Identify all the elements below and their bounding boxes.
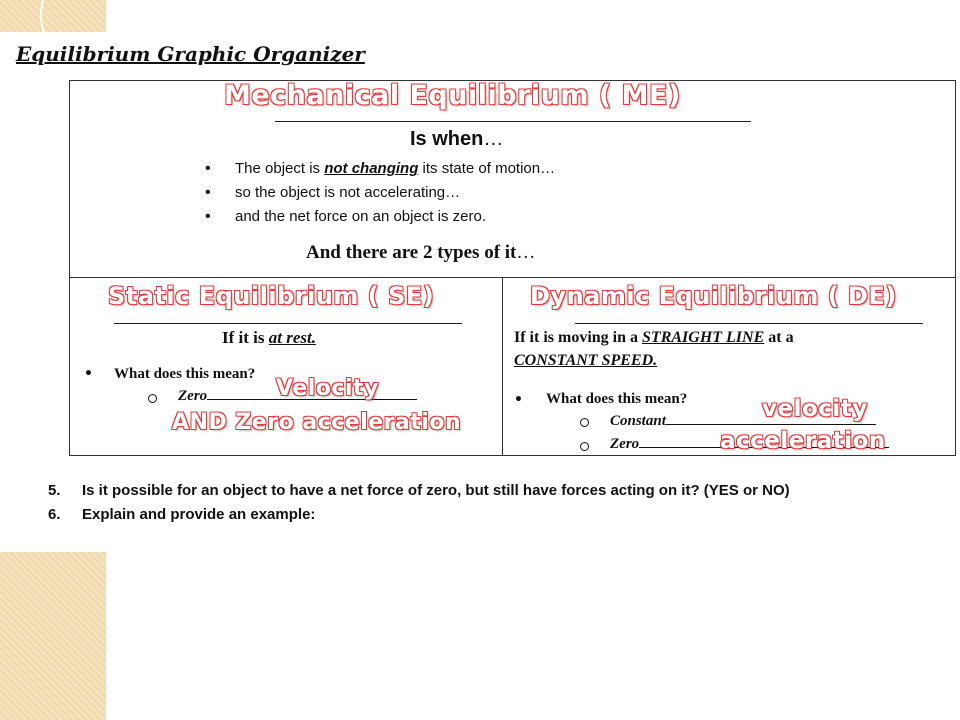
bullet-icon: • xyxy=(514,392,523,408)
question-text: Explain and provide an example: xyxy=(82,506,316,523)
list-item xyxy=(205,182,555,206)
se-heading: Static Equilibrium ( SE) xyxy=(108,282,435,310)
se-heading-rule xyxy=(114,323,462,324)
blank-line xyxy=(666,424,876,425)
de-definition-line2 xyxy=(514,352,657,370)
de-definition-line1 xyxy=(514,329,794,347)
question-5 xyxy=(48,482,790,506)
circle-bullet-icon xyxy=(580,442,589,451)
is-when-ellipsis: … xyxy=(483,128,504,150)
bullet-emphasis: not changing xyxy=(324,160,419,177)
question-text: Is it possible for an object to have a net force of zero, but still have forces acting on it? xyxy=(82,482,704,499)
de-text: at a xyxy=(764,329,794,346)
bullet-text: The object is xyxy=(235,160,325,177)
is-when-label xyxy=(410,128,503,151)
decorative-band-left xyxy=(0,552,106,720)
circle-bullet-icon xyxy=(580,418,589,427)
question-number: 6. xyxy=(48,506,61,523)
de-question: What does this mean? xyxy=(546,391,688,407)
de-constant-speed: CONSTANT SPEED. xyxy=(514,352,658,369)
bullet-icon: • xyxy=(84,366,93,382)
question-number: 5. xyxy=(48,482,61,499)
divider-horizontal xyxy=(70,277,955,278)
me-heading: Mechanical Equilibrium ( ME) xyxy=(224,80,681,111)
de-handwritten-acceleration: acceleration xyxy=(720,428,886,454)
se-zero-label: Zero xyxy=(178,388,208,404)
me-heading-rule xyxy=(275,121,751,122)
se-definition-text: If it is xyxy=(222,328,269,347)
de-heading: Dynamic Equilibrium ( DE) xyxy=(530,282,897,310)
de-handwritten-velocity: velocity xyxy=(762,396,868,422)
types-line xyxy=(306,242,535,264)
question-list xyxy=(48,482,790,530)
de-text: If it is moving in a xyxy=(514,329,643,346)
divider-vertical xyxy=(502,277,503,455)
list-item xyxy=(205,206,555,230)
is-when-text: Is when xyxy=(410,128,484,150)
bullet-text: so the object is not accelerating… xyxy=(235,184,461,201)
se-at-rest: at rest. xyxy=(268,328,316,347)
se-handwritten-velocity: Velocity xyxy=(276,376,379,401)
question-6 xyxy=(48,506,790,530)
page-title: Equilibrium Graphic Organizer xyxy=(16,42,365,66)
bullet-text: its state of motion… xyxy=(418,160,556,177)
se-definition xyxy=(222,328,316,348)
de-constant-label: Constant xyxy=(610,413,666,429)
types-ellipsis: … xyxy=(516,242,536,263)
circle-bullet-icon xyxy=(148,394,157,403)
list-item xyxy=(205,158,555,182)
de-zero-label: Zero xyxy=(610,436,640,452)
bullet-text: and the net force on an object is zero. xyxy=(235,208,486,225)
se-handwritten-acceleration: AND Zero acceleration xyxy=(172,410,462,435)
question-answer-options: (YES or NO) xyxy=(703,482,790,499)
me-bullet-list xyxy=(205,158,555,230)
types-text: And there are 2 types of it xyxy=(306,242,517,263)
de-heading-rule xyxy=(575,323,923,324)
de-straight-line: STRAIGHT LINE xyxy=(642,329,765,346)
se-question: What does this mean? xyxy=(114,366,256,382)
